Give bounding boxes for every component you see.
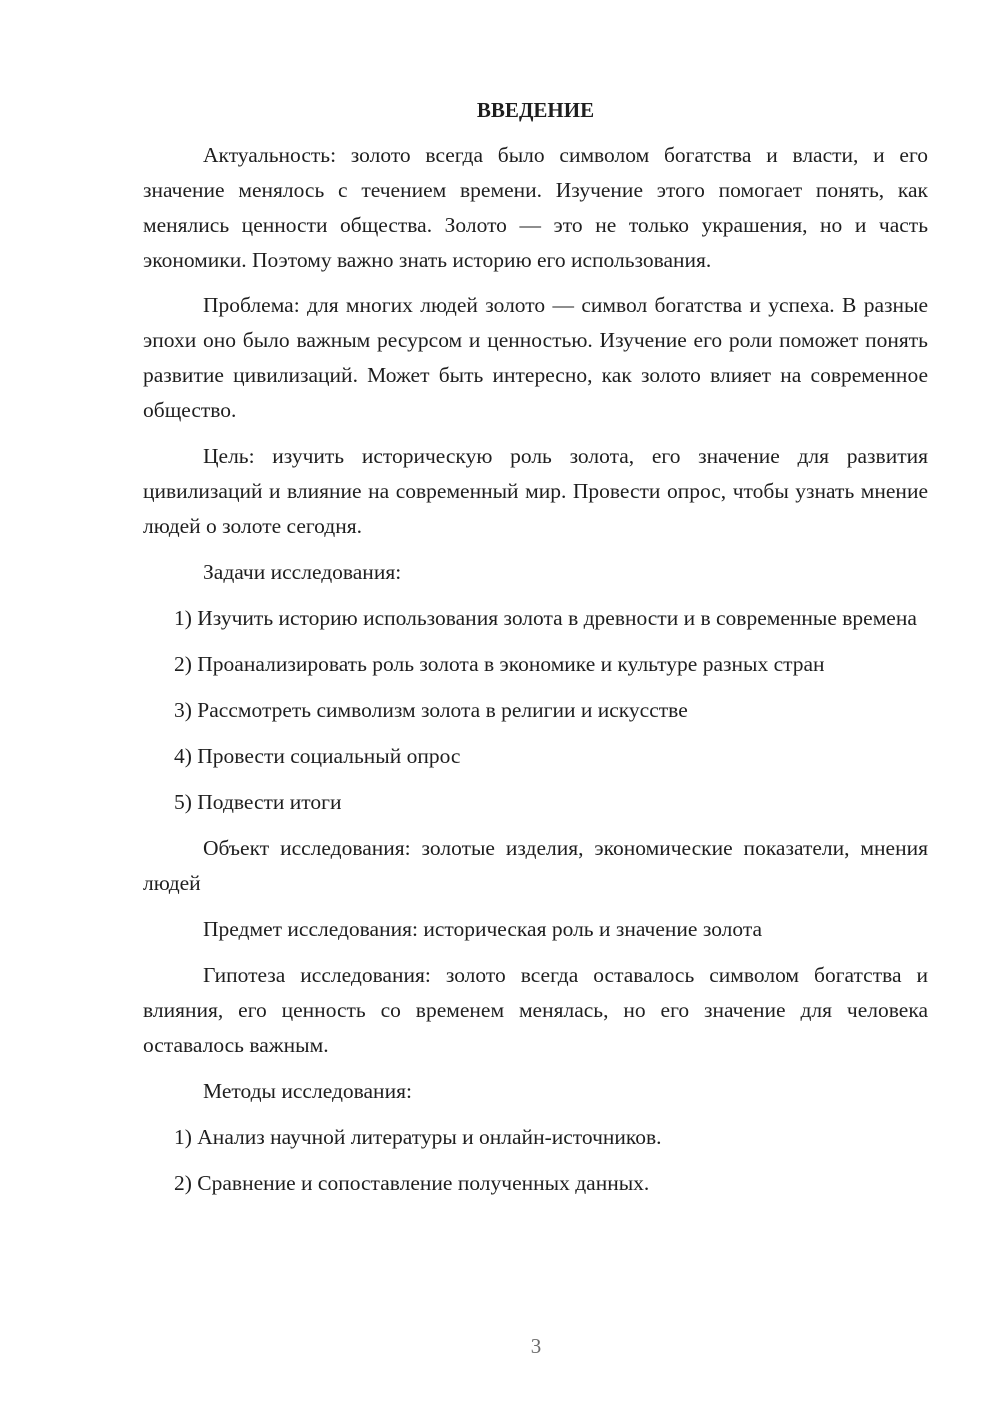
- document-page: [143, 96, 928, 1212]
- task-item: 4) Провести социальный опрос: [174, 744, 461, 768]
- task-item: 2) Проанализировать роль золота в экономике и культуре разных стран: [174, 652, 825, 676]
- task-item: 3) Рассмотреть символизм золота в религии и искусстве: [174, 698, 688, 722]
- hypothesis-paragraph: Гипотеза исследования: золото всегда оставалось символом богатства и влияния, его ценность со временем менялась, но его значение для человека оставалось важным.: [143, 963, 928, 1057]
- task-item: 1) Изучить историю использования золота в древности и в современные времена: [174, 606, 917, 630]
- problem-paragraph: Проблема: для многих людей золото — символ богатства и успеха. В разные эпохи оно было важным ресурсом и ценностью. Изучение его роли поможет понять развитие цивилизаций. Может быть интересно, как золото влияет на современное общество.: [143, 293, 928, 422]
- page-number: 3: [530, 1334, 542, 1358]
- section-title: ВВЕДЕНИЕ: [476, 98, 595, 122]
- tasks-heading: Задачи исследования:: [203, 560, 402, 584]
- subject-paragraph: Предмет исследования: историческая роль и значение золота: [203, 917, 763, 941]
- relevance-paragraph: Актуальность: золото всегда было символом богатства и власти, и его значение менялось с течением времени. Изучение этого помогает понять, как менялись ценности общества. Золото — это не только украшения, но и часть экономики. Поэтому важно знать историю его использования.: [143, 143, 928, 272]
- object-paragraph: Объект исследования: золотые изделия, экономические показатели, мнения людей: [143, 836, 928, 895]
- method-item: 2) Сравнение и сопоставление полученных данных.: [174, 1171, 650, 1195]
- goal-paragraph: Цель: изучить историческую роль золота, его значение для развития цивилизаций и влияние на современный мир. Провести опрос, чтобы узнать мнение людей о золоте сегодня.: [143, 444, 928, 538]
- method-item: 1) Анализ научной литературы и онлайн-источников.: [174, 1125, 662, 1149]
- task-item: 5) Подвести итоги: [174, 790, 342, 814]
- methods-heading: Методы исследования:: [203, 1079, 412, 1103]
